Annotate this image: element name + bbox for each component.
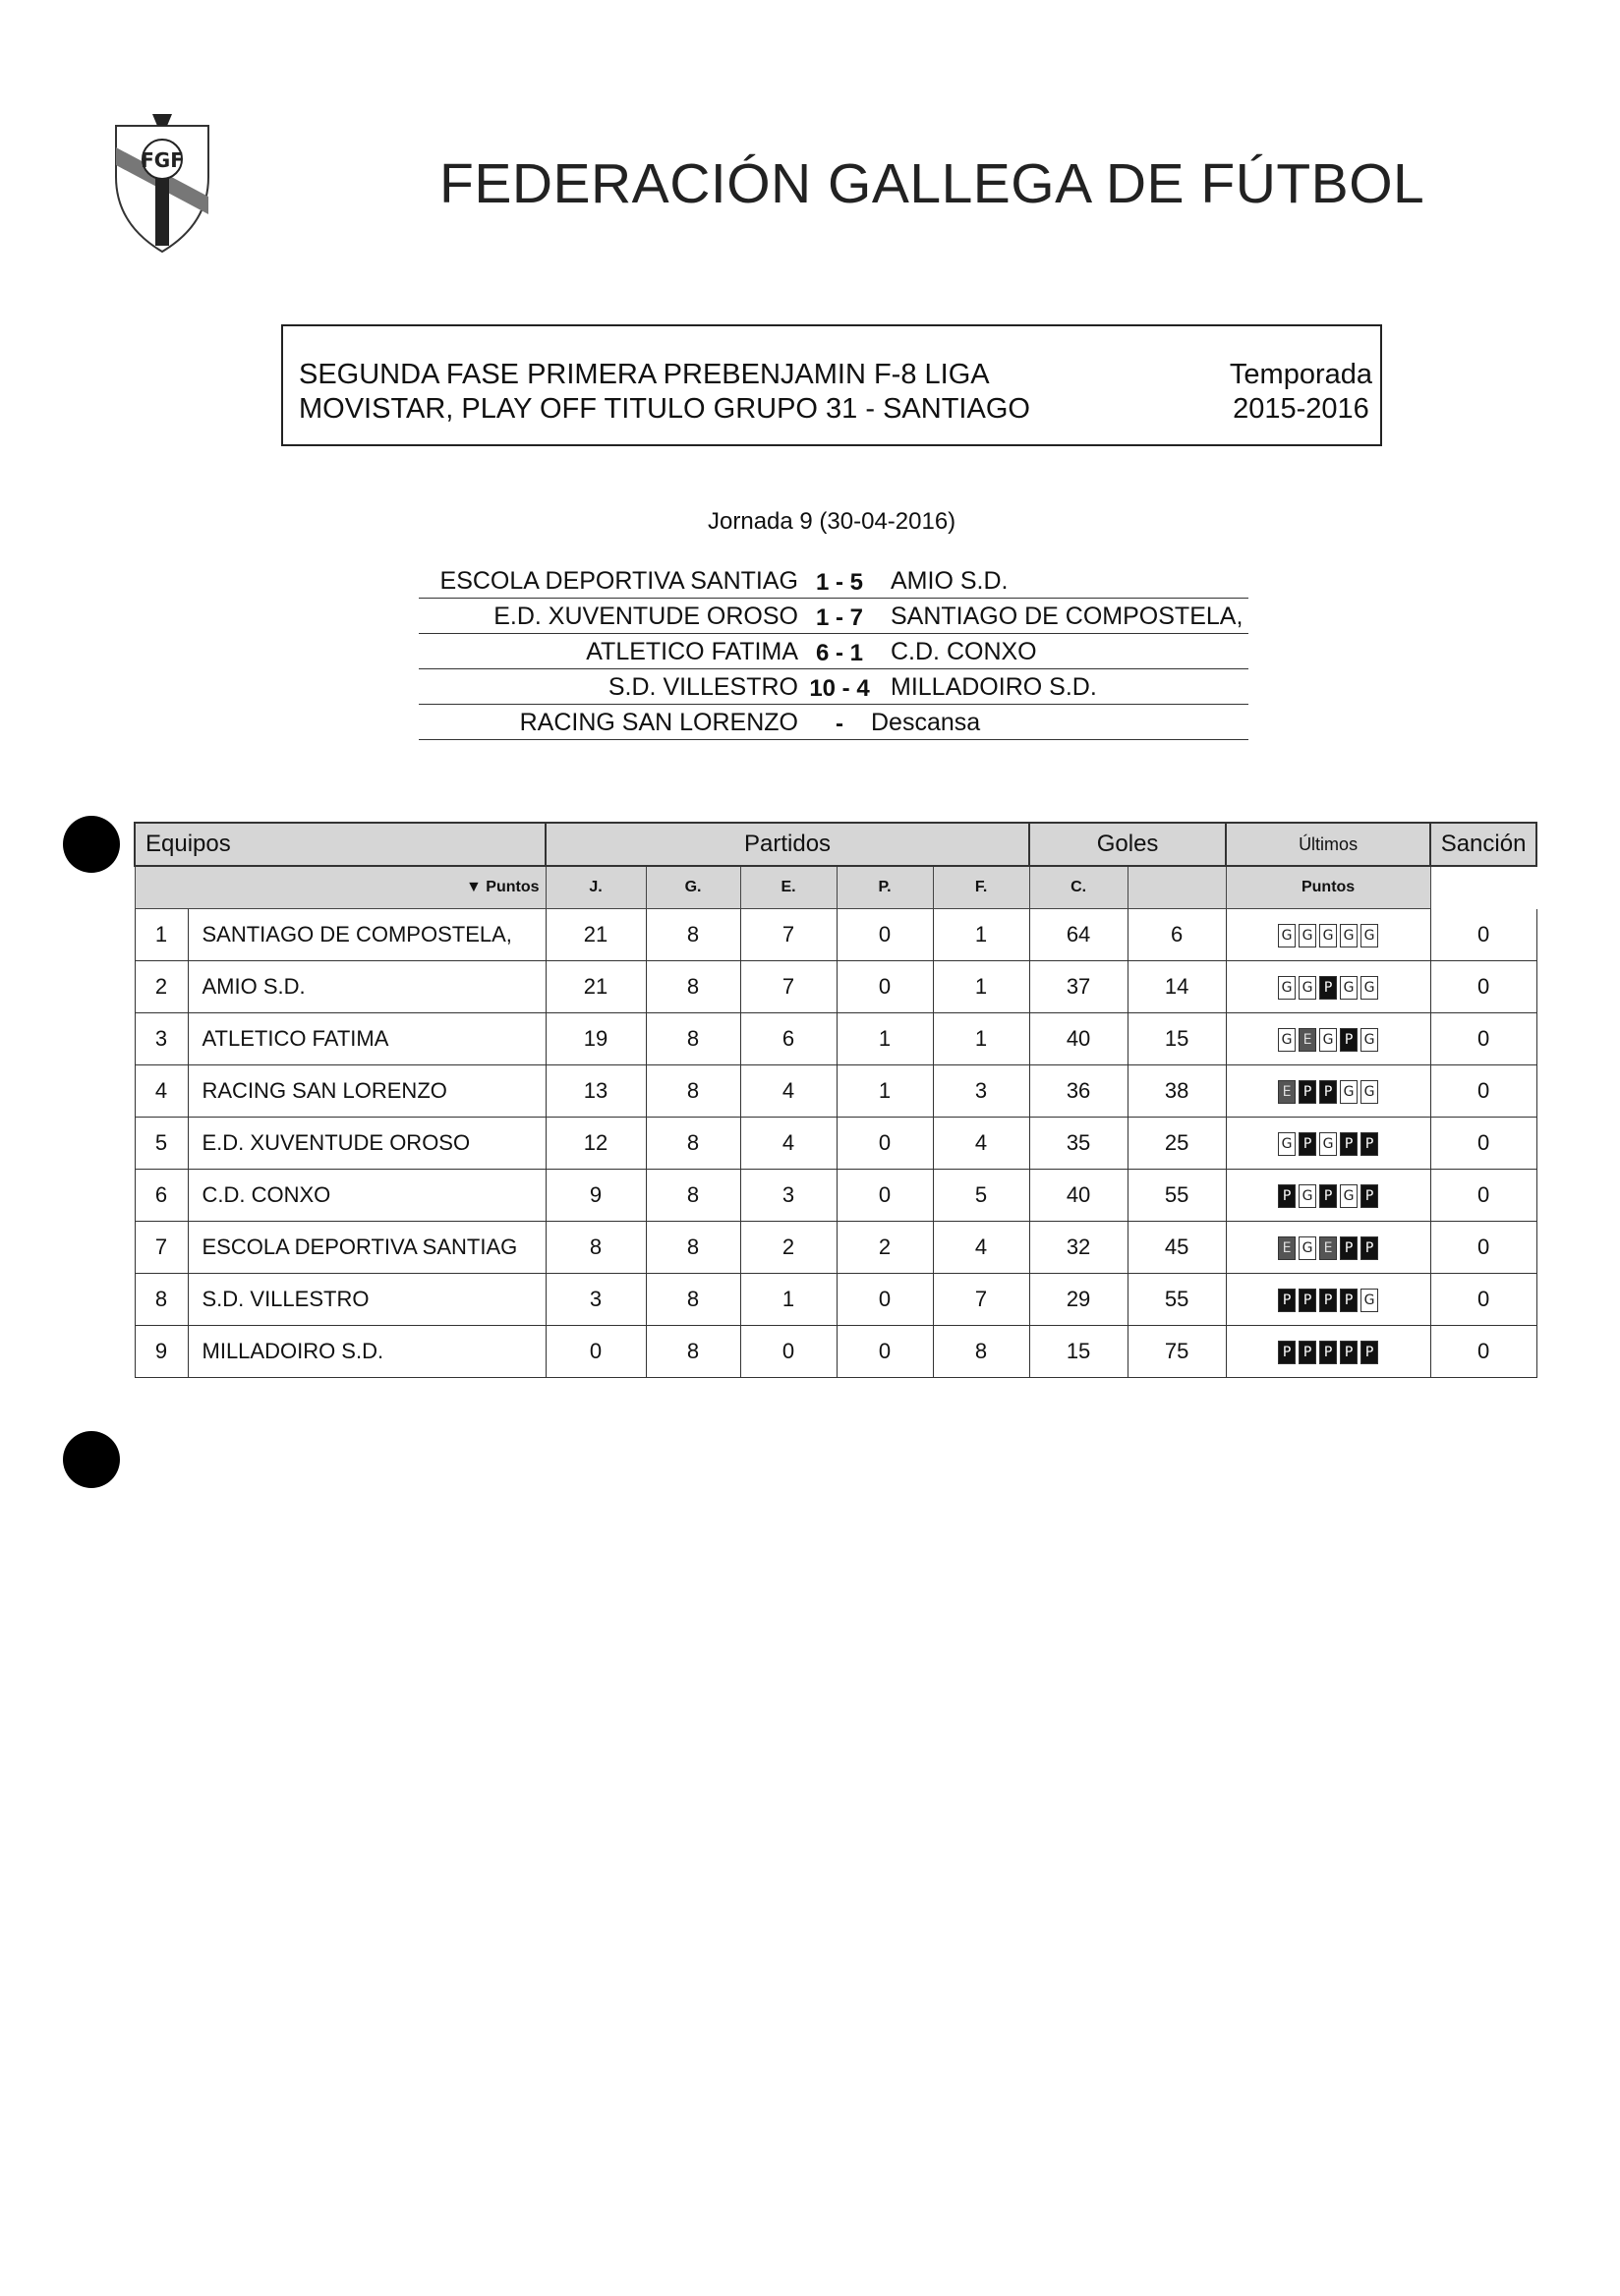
cell-sancion: 0 <box>1430 1170 1536 1222</box>
cell-last-results <box>1226 961 1430 1013</box>
result-badge: P <box>1340 1132 1358 1156</box>
result-badge: P <box>1360 1184 1378 1208</box>
fixture-home: E.D. XUVENTUDE OROSO <box>493 603 798 630</box>
result-badge: P <box>1340 1236 1358 1260</box>
result-badge: P <box>1278 1184 1296 1208</box>
jornada-title: Jornada 9 (30-04-2016) <box>708 508 956 535</box>
cell-position: 8 <box>135 1274 188 1326</box>
cell-position: 5 <box>135 1118 188 1170</box>
result-badge: E <box>1278 1236 1296 1260</box>
result-badge: G <box>1360 1289 1378 1312</box>
result-badge: P <box>1278 1289 1296 1312</box>
cell-team: S.D. VILLESTRO <box>188 1274 546 1326</box>
header-c: C. <box>1029 866 1128 909</box>
cell-j: 8 <box>646 1065 740 1118</box>
last-results <box>1278 1289 1378 1312</box>
result-badge: E <box>1319 1236 1337 1260</box>
federation-logo <box>108 108 216 256</box>
result-badge: G <box>1299 1184 1316 1208</box>
cell-last-results <box>1226 909 1430 961</box>
header-f: F. <box>933 866 1029 909</box>
cell-sancion: 0 <box>1430 1326 1536 1378</box>
result-badge: P <box>1299 1080 1316 1104</box>
header-e: E. <box>740 866 837 909</box>
cell-last-results <box>1226 1274 1430 1326</box>
season-label: Temporada <box>1229 359 1372 390</box>
fixture-home: ATLETICO FATIMA <box>586 638 798 665</box>
cell-sancion: 0 <box>1430 1222 1536 1274</box>
last-results <box>1278 1080 1378 1104</box>
cell-p: 3 <box>933 1065 1029 1118</box>
cell-p: 5 <box>933 1170 1029 1222</box>
fixture-row <box>419 563 1248 599</box>
standings-body <box>135 909 1536 1378</box>
result-badge: G <box>1360 976 1378 1000</box>
header-ultimos-empty <box>1128 866 1226 909</box>
cell-p: 1 <box>933 909 1029 961</box>
cell-team: MILLADOIRO S.D. <box>188 1326 546 1378</box>
result-badge: P <box>1319 1184 1337 1208</box>
result-badge: G <box>1299 1236 1316 1260</box>
punch-hole <box>63 816 120 873</box>
cell-g: 1 <box>740 1274 837 1326</box>
header-sancion-puntos: Puntos <box>1226 866 1430 909</box>
header-ultimos: Últimos <box>1226 823 1430 866</box>
last-results <box>1278 976 1378 1000</box>
result-badge: P <box>1340 1341 1358 1364</box>
fixture-away: C.D. CONXO <box>891 638 1037 665</box>
result-badge: P <box>1360 1341 1378 1364</box>
cell-position: 6 <box>135 1170 188 1222</box>
result-badge: P <box>1319 1289 1337 1312</box>
cell-p: 8 <box>933 1326 1029 1378</box>
fixture-score: 1 - 7 <box>815 604 864 631</box>
fixture-row <box>419 705 1248 740</box>
standings-header-columns <box>135 866 1536 909</box>
cell-last-results <box>1226 1326 1430 1378</box>
season-value: 2015-2016 <box>1233 393 1369 425</box>
last-results <box>1278 1341 1378 1364</box>
cell-e: 0 <box>837 1118 933 1170</box>
cell-j: 8 <box>646 1326 740 1378</box>
cell-e: 0 <box>837 961 933 1013</box>
result-badge: P <box>1299 1341 1316 1364</box>
cell-pts: 21 <box>546 909 646 961</box>
result-badge: G <box>1360 1080 1378 1104</box>
cell-c: 75 <box>1128 1326 1226 1378</box>
header-j: J. <box>546 866 646 909</box>
result-badge: G <box>1319 1028 1337 1052</box>
cell-e: 0 <box>837 1326 933 1378</box>
fixture-score: - <box>836 711 843 737</box>
cell-g: 4 <box>740 1118 837 1170</box>
table-row <box>135 1274 1536 1326</box>
cell-last-results <box>1226 1222 1430 1274</box>
result-badge: E <box>1299 1028 1316 1052</box>
cell-pts: 0 <box>546 1326 646 1378</box>
cell-sancion: 0 <box>1430 961 1536 1013</box>
header-p: P. <box>837 866 933 909</box>
result-badge: P <box>1360 1132 1378 1156</box>
cell-sancion: 0 <box>1430 1274 1536 1326</box>
cell-f: 15 <box>1029 1326 1128 1378</box>
cell-sancion: 0 <box>1430 1013 1536 1065</box>
cell-p: 4 <box>933 1222 1029 1274</box>
cell-g: 3 <box>740 1170 837 1222</box>
cell-f: 29 <box>1029 1274 1128 1326</box>
header-puntos: Puntos <box>486 879 540 895</box>
cell-pts: 19 <box>546 1013 646 1065</box>
cell-team: AMIO S.D. <box>188 961 546 1013</box>
cell-team: E.D. XUVENTUDE OROSO <box>188 1118 546 1170</box>
cell-j: 8 <box>646 1222 740 1274</box>
cell-f: 35 <box>1029 1118 1128 1170</box>
result-badge: P <box>1340 1028 1358 1052</box>
cell-c: 55 <box>1128 1274 1226 1326</box>
fixture-away: AMIO S.D. <box>891 567 1009 595</box>
cell-e: 0 <box>837 1170 933 1222</box>
season <box>1230 358 1372 427</box>
result-badge: P <box>1319 976 1337 1000</box>
result-badge: G <box>1299 976 1316 1000</box>
result-badge: G <box>1278 976 1296 1000</box>
last-results <box>1278 1184 1378 1208</box>
fixtures-list <box>419 563 1248 740</box>
cell-team: SANTIAGO DE COMPOSTELA, <box>188 909 546 961</box>
header-puntos-sort[interactable] <box>135 866 546 909</box>
fixture-row <box>419 634 1248 669</box>
result-badge: G <box>1360 924 1378 947</box>
result-badge: E <box>1278 1080 1296 1104</box>
competition-name-line2: MOVISTAR, PLAY OFF TITULO GRUPO 31 - SANTIAGO <box>299 393 1030 425</box>
cell-f: 37 <box>1029 961 1128 1013</box>
fixture-rest: Descansa <box>871 709 981 736</box>
cell-team: C.D. CONXO <box>188 1170 546 1222</box>
result-badge: G <box>1319 924 1337 947</box>
cell-c: 15 <box>1128 1013 1226 1065</box>
cell-last-results <box>1226 1065 1430 1118</box>
result-badge: G <box>1278 1132 1296 1156</box>
fixture-away: SANTIAGO DE COMPOSTELA, <box>891 603 1244 630</box>
result-badge: P <box>1299 1289 1316 1312</box>
cell-j: 8 <box>646 1118 740 1170</box>
table-row <box>135 909 1536 961</box>
cell-pts: 12 <box>546 1118 646 1170</box>
cell-g: 0 <box>740 1326 837 1378</box>
cell-e: 0 <box>837 1274 933 1326</box>
competition-name-line1: SEGUNDA FASE PRIMERA PREBENJAMIN F-8 LIGA <box>299 359 990 390</box>
cell-j: 8 <box>646 1274 740 1326</box>
header-g: G. <box>646 866 740 909</box>
header-partidos: Partidos <box>546 823 1029 866</box>
result-badge: P <box>1278 1341 1296 1364</box>
punch-hole <box>63 1431 120 1488</box>
cell-p: 7 <box>933 1274 1029 1326</box>
cell-sancion: 0 <box>1430 1118 1536 1170</box>
competition-box <box>281 324 1382 446</box>
sort-desc-icon: ▼ <box>466 879 482 895</box>
cell-sancion: 0 <box>1430 909 1536 961</box>
result-badge: G <box>1340 1184 1358 1208</box>
cell-e: 0 <box>837 909 933 961</box>
fixture-home: S.D. VILLESTRO <box>608 673 798 701</box>
cell-pts: 3 <box>546 1274 646 1326</box>
cell-p: 1 <box>933 1013 1029 1065</box>
cell-p: 4 <box>933 1118 1029 1170</box>
cell-f: 64 <box>1029 909 1128 961</box>
last-results <box>1278 1132 1378 1156</box>
cell-pts: 8 <box>546 1222 646 1274</box>
result-badge: G <box>1278 1028 1296 1052</box>
cell-c: 6 <box>1128 909 1226 961</box>
standings-table <box>134 822 1537 1378</box>
result-badge: P <box>1319 1080 1337 1104</box>
last-results <box>1278 1236 1378 1260</box>
cell-c: 45 <box>1128 1222 1226 1274</box>
cell-sancion: 0 <box>1430 1065 1536 1118</box>
cell-j: 8 <box>646 1170 740 1222</box>
cell-g: 2 <box>740 1222 837 1274</box>
cell-e: 1 <box>837 1065 933 1118</box>
table-row <box>135 1170 1536 1222</box>
fixture-row <box>419 599 1248 634</box>
cell-team: RACING SAN LORENZO <box>188 1065 546 1118</box>
logo-initials: FGF <box>141 148 184 172</box>
cell-j: 8 <box>646 909 740 961</box>
federation-title: FEDERACIÓN GALLEGA DE FÚTBOL <box>439 152 1425 215</box>
cell-g: 4 <box>740 1065 837 1118</box>
cell-team: ESCOLA DEPORTIVA SANTIAG <box>188 1222 546 1274</box>
fixture-score: 1 - 5 <box>815 569 864 596</box>
cell-j: 8 <box>646 961 740 1013</box>
cell-g: 7 <box>740 909 837 961</box>
result-badge: P <box>1360 1236 1378 1260</box>
cell-c: 14 <box>1128 961 1226 1013</box>
table-row <box>135 1013 1536 1065</box>
table-row <box>135 1326 1536 1378</box>
cell-pts: 21 <box>546 961 646 1013</box>
cell-g: 6 <box>740 1013 837 1065</box>
result-badge: G <box>1360 1028 1378 1052</box>
cell-g: 7 <box>740 961 837 1013</box>
table-row <box>135 1065 1536 1118</box>
cell-pts: 13 <box>546 1065 646 1118</box>
result-badge: P <box>1299 1132 1316 1156</box>
table-row <box>135 1222 1536 1274</box>
cell-f: 36 <box>1029 1065 1128 1118</box>
cell-position: 4 <box>135 1065 188 1118</box>
cell-pts: 9 <box>546 1170 646 1222</box>
result-badge: G <box>1319 1132 1337 1156</box>
table-row <box>135 961 1536 1013</box>
result-badge: G <box>1278 924 1296 947</box>
fixture-away: MILLADOIRO S.D. <box>891 673 1097 701</box>
cell-c: 25 <box>1128 1118 1226 1170</box>
cell-position: 2 <box>135 961 188 1013</box>
table-row <box>135 1118 1536 1170</box>
header-goles: Goles <box>1029 823 1226 866</box>
standings-header-groups <box>135 823 1536 866</box>
header-sancion: Sanción <box>1430 823 1536 866</box>
competition-name <box>299 358 1085 427</box>
cell-position: 9 <box>135 1326 188 1378</box>
last-results <box>1278 1028 1378 1052</box>
result-badge: G <box>1299 924 1316 947</box>
result-badge: G <box>1340 924 1358 947</box>
result-badge: P <box>1319 1341 1337 1364</box>
cell-f: 40 <box>1029 1013 1128 1065</box>
fixture-row <box>419 669 1248 705</box>
fixture-score: 6 - 1 <box>815 640 864 666</box>
result-badge: G <box>1340 1080 1358 1104</box>
fixture-score: 10 - 4 <box>809 675 870 702</box>
header-equipos: Equipos <box>135 823 546 866</box>
fixture-home: ESCOLA DEPORTIVA SANTIAG <box>439 567 798 595</box>
cell-f: 40 <box>1029 1170 1128 1222</box>
cell-c: 55 <box>1128 1170 1226 1222</box>
cell-j: 8 <box>646 1013 740 1065</box>
last-results <box>1278 924 1378 947</box>
cell-e: 2 <box>837 1222 933 1274</box>
result-badge: G <box>1340 976 1358 1000</box>
cell-f: 32 <box>1029 1222 1128 1274</box>
result-badge: P <box>1340 1289 1358 1312</box>
fixture-home: RACING SAN LORENZO <box>519 709 798 736</box>
cell-position: 3 <box>135 1013 188 1065</box>
cell-e: 1 <box>837 1013 933 1065</box>
cell-last-results <box>1226 1170 1430 1222</box>
cell-position: 1 <box>135 909 188 961</box>
cell-position: 7 <box>135 1222 188 1274</box>
cell-last-results <box>1226 1013 1430 1065</box>
cell-p: 1 <box>933 961 1029 1013</box>
cell-team: ATLETICO FATIMA <box>188 1013 546 1065</box>
cell-last-results <box>1226 1118 1430 1170</box>
cell-c: 38 <box>1128 1065 1226 1118</box>
